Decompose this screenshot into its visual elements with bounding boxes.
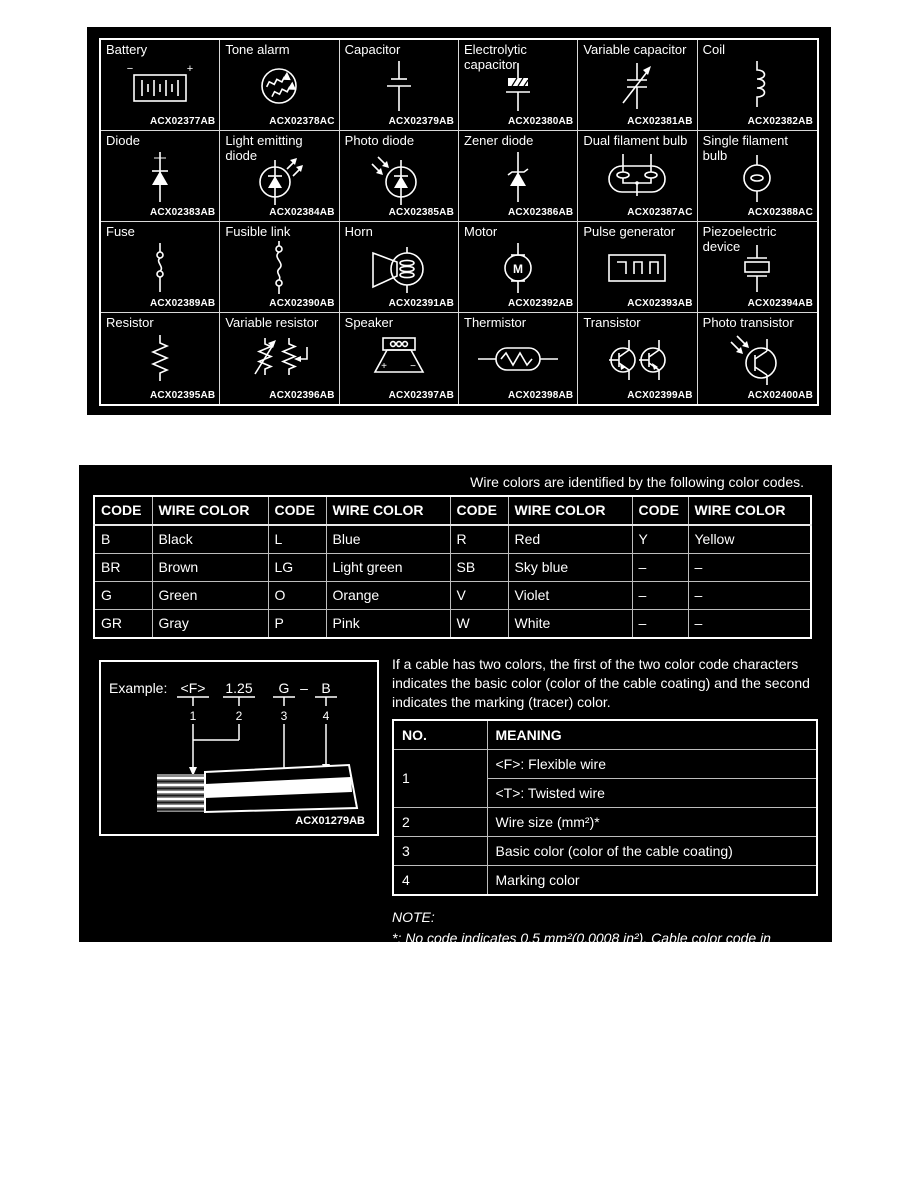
meaning-row [393,837,817,866]
size-note [392,907,832,970]
symbol-cell-thermistor [459,313,578,404]
no-cell: 2 [393,808,487,837]
symbol-code: ACX02399AB [627,390,693,401]
symbol-label: Variable capacitor [583,42,687,57]
symbol-label: Capacitor [344,42,401,57]
no-cell: 3 [393,837,487,866]
symbol-label: Fusible link [225,224,291,239]
cable-code-section [99,655,832,970]
wire-color-header-row [94,496,811,525]
battery-plus-mark: + [186,63,194,75]
symbol-label: Battery [106,42,148,57]
symbol-code: ACX02379AB [388,116,454,127]
example-number-3: 3 [280,709,288,723]
wire-color-cell: Light green [326,554,450,582]
symbol-label: Motor [464,224,498,239]
wire-color-cell: Black [152,525,268,554]
dual-filament-bulb-symbol-icon [585,144,689,210]
wire-color-cell: Gray [152,610,268,639]
wire-color-heading: Wire colors are identified by the following color codes. [470,474,804,490]
symbol-label: Transistor [583,315,641,330]
fusible-link-symbol-icon [227,235,331,301]
variable-resistor-symbol-icon [227,326,331,392]
symbol-cell-photo-transistor [698,313,817,404]
symbol-label: Piezoelectric device [702,224,777,254]
wire-color-cell: Orange [326,582,450,610]
speaker-symbol-icon [347,326,451,392]
pulse-generator-symbol-icon [585,235,689,301]
symbol-code: ACX02380AB [507,116,574,127]
symbol-code: ACX02398AB [507,390,574,401]
symbol-label: Variable resistor [225,315,319,330]
symbol-cell-zener-diode [459,131,578,222]
meaning-row [393,808,817,837]
code-cell: P [268,610,326,639]
meaning-cell: Basic color (color of the cable coating) [487,837,817,866]
wire-color-header-cell: WIRE COLOR [326,496,450,525]
symbol-cell-fusible-link [220,222,339,313]
symbol-label: Resistor [106,315,154,330]
thermistor-symbol-icon [466,326,570,392]
symbol-label: Speaker [344,315,394,330]
wire-color-cell: Red [508,525,632,554]
wire-color-cell: – [688,610,811,639]
symbol-label: Electrolytic capacitor [464,42,527,72]
example-figure-code: ACX01279AB [295,815,365,827]
example-token-size: 1.25 [225,680,253,696]
symbol-cell-speaker [340,313,459,404]
wire-color-cell: Brown [152,554,268,582]
no-cell: 1 [393,750,487,808]
wire-color-cell: Blue [326,525,450,554]
code-cell: SB [450,554,508,582]
code-cell: V [450,582,508,610]
wire-code-example-box [99,660,379,836]
code-header-cell: CODE [94,496,152,525]
symbol-code: ACX02388AC [747,207,813,218]
meaning-cell: Wire size (mm²)* [487,808,817,837]
motor-symbol-icon [466,235,570,301]
wire-color-cell: – [688,582,811,610]
wire-color-header-cell: WIRE COLOR [152,496,268,525]
meaning-header-row [393,720,817,750]
code-cell: O [268,582,326,610]
motor-letter: M [513,262,524,276]
code-header-cell: CODE [632,496,688,525]
example-number-4: 4 [322,709,330,723]
symbol-code: ACX02397AB [388,390,454,401]
single-filament-bulb-symbol-icon [705,144,809,210]
cable-code-explanation [392,655,832,970]
symbol-label: Thermistor [464,315,527,330]
meaning-row [393,866,817,896]
symbol-code: ACX02400AB [747,390,813,401]
capacitor-symbol-icon [347,53,451,119]
battery-minus-mark: − [126,63,134,75]
fuse-symbol-icon [108,235,212,301]
symbol-code: ACX02390AB [269,298,335,309]
no-cell: 4 [393,866,487,896]
meaning-table [392,719,818,896]
code-cell: Y [632,525,688,554]
symbol-label: Diode [106,133,140,148]
wire-color-cell: Pink [326,610,450,639]
symbol-cell-resistor [101,313,220,404]
transistor-symbol-icon [585,326,689,392]
symbol-label: Tone alarm [225,42,290,57]
photo-transistor-symbol-icon [705,326,809,392]
speaker-minus-mark: − [409,361,416,372]
symbol-label: Light emitting diode [225,133,303,163]
symbol-label: Dual filament bulb [583,133,688,148]
symbol-cell-electrolytic-capacitor [459,40,578,131]
symbol-label: Photo transistor [702,315,794,330]
wire-color-row [94,554,811,582]
symbol-cell-capacitor [340,40,459,131]
symbol-cell-dual-filament-bulb [578,131,697,222]
horn-symbol-icon [347,235,451,301]
example-token-marking-color: B [321,680,331,696]
symbol-code: ACX02378AC [269,116,335,127]
example-number-2: 2 [235,709,243,723]
symbol-code: ACX02384AB [269,207,335,218]
symbol-cell-piezoelectric-device [698,222,817,313]
example-number-1: 1 [189,709,197,723]
example-token-flexible: <F> [180,680,206,696]
wire-color-cell: Violet [508,582,632,610]
code-cell: L [268,525,326,554]
symbol-cell-battery [101,40,220,131]
wire-color-header-cell: WIRE COLOR [688,496,811,525]
wire-color-table [93,495,812,639]
symbol-code: ACX02393AB [627,298,693,309]
meaning-cell: Marking color [487,866,817,896]
resistor-symbol-icon [108,326,212,392]
symbol-cell-tone-alarm [220,40,339,131]
code-cell: – [632,582,688,610]
led-symbol-icon [227,144,331,210]
wire-color-row [94,582,811,610]
symbol-label: Horn [344,224,373,239]
symbol-cell-variable-resistor [220,313,339,404]
wire-color-cell: Yellow [688,525,811,554]
zener-diode-symbol-icon [466,144,570,210]
example-dash: – [300,680,308,696]
tone-alarm-symbol-icon [227,53,331,119]
wire-color-header-cell: WIRE COLOR [508,496,632,525]
symbol-code: ACX02382AB [747,116,813,127]
wire-color-cell: – [688,554,811,582]
symbol-code: ACX02394AB [747,298,813,309]
symbol-cell-horn [340,222,459,313]
symbol-label: Fuse [106,224,135,239]
symbol-code: ACX02387AC [627,207,693,218]
meaning-header-cell: MEANING [487,720,817,750]
symbol-code: ACX02396AB [269,390,335,401]
symbol-code: ACX02385AB [388,207,454,218]
symbol-legend-panel [87,27,831,415]
symbol-cell-led [220,131,339,222]
code-cell: GR [94,610,152,639]
coil-symbol-icon [705,53,809,119]
wire-color-cell: White [508,610,632,639]
symbol-grid [99,38,819,406]
code-header-cell: CODE [450,496,508,525]
example-label: Example: [109,680,168,696]
wire-color-cell: Sky blue [508,554,632,582]
symbol-code: ACX02389AB [149,298,216,309]
meaning-cell: <T>: Twisted wire [487,779,817,808]
variable-capacitor-symbol-icon [585,53,689,119]
symbol-code: ACX02392AB [507,298,574,309]
electrolytic-capacitor-symbol-icon [466,53,570,119]
symbol-label: Single filament bulb [702,133,788,163]
symbol-label: Coil [702,42,726,57]
symbol-label: Photo diode [344,133,415,148]
symbol-code: ACX02383AB [149,207,216,218]
piezoelectric-device-symbol-icon [705,235,809,301]
no-header-cell: NO. [393,720,487,750]
symbol-label: Zener diode [464,133,534,148]
symbol-cell-fuse [101,222,220,313]
symbol-label: Pulse generator [583,224,676,239]
note-title: NOTE: [392,909,435,926]
symbol-code: ACX02395AB [149,390,216,401]
cable-code-paragraph: If a cable has two colors, the first of the two color code characters indicates the basic color (color of the cable coating) and the second indicates the marking (tracer) color. [392,656,810,711]
code-header-cell: CODE [268,496,326,525]
photo-diode-symbol-icon [347,144,451,210]
wire-color-row [94,525,811,554]
symbol-code: ACX02386AB [507,207,574,218]
symbol-code: ACX02381AB [627,116,693,127]
example-token-basic-color: G [278,680,290,696]
meaning-cell: <F>: Flexible wire [487,750,817,779]
symbol-cell-pulse-generator [578,222,697,313]
symbol-cell-variable-capacitor [578,40,697,131]
code-cell: – [632,610,688,639]
wire-code-example-diagram [101,662,373,830]
symbol-cell-coil [698,40,817,131]
symbol-code: ACX02377AB [149,116,216,127]
wire-color-row [94,610,811,639]
diode-symbol-icon [108,144,212,210]
speaker-plus-mark: + [380,361,387,372]
code-cell: – [632,554,688,582]
symbol-cell-photo-diode [340,131,459,222]
wire-color-panel [79,465,832,968]
symbol-code: ACX02391AB [388,298,454,309]
wire-color-cell: Green [152,582,268,610]
code-cell: G [94,582,152,610]
code-cell: BR [94,554,152,582]
code-cell: W [450,610,508,639]
symbol-cell-single-filament-bulb [698,131,817,222]
code-cell: R [450,525,508,554]
note-text: *: No code indicates 0.5 mm²(0.0008 in²). Cable color code in parentheses indicates 0.3 mm² (0.0005 in²). [392,930,771,968]
code-cell: B [94,525,152,554]
meaning-row [393,750,817,779]
code-cell: LG [268,554,326,582]
symbol-cell-transistor [578,313,697,404]
battery-symbol-icon [108,53,212,119]
symbol-cell-motor [459,222,578,313]
symbol-cell-diode [101,131,220,222]
